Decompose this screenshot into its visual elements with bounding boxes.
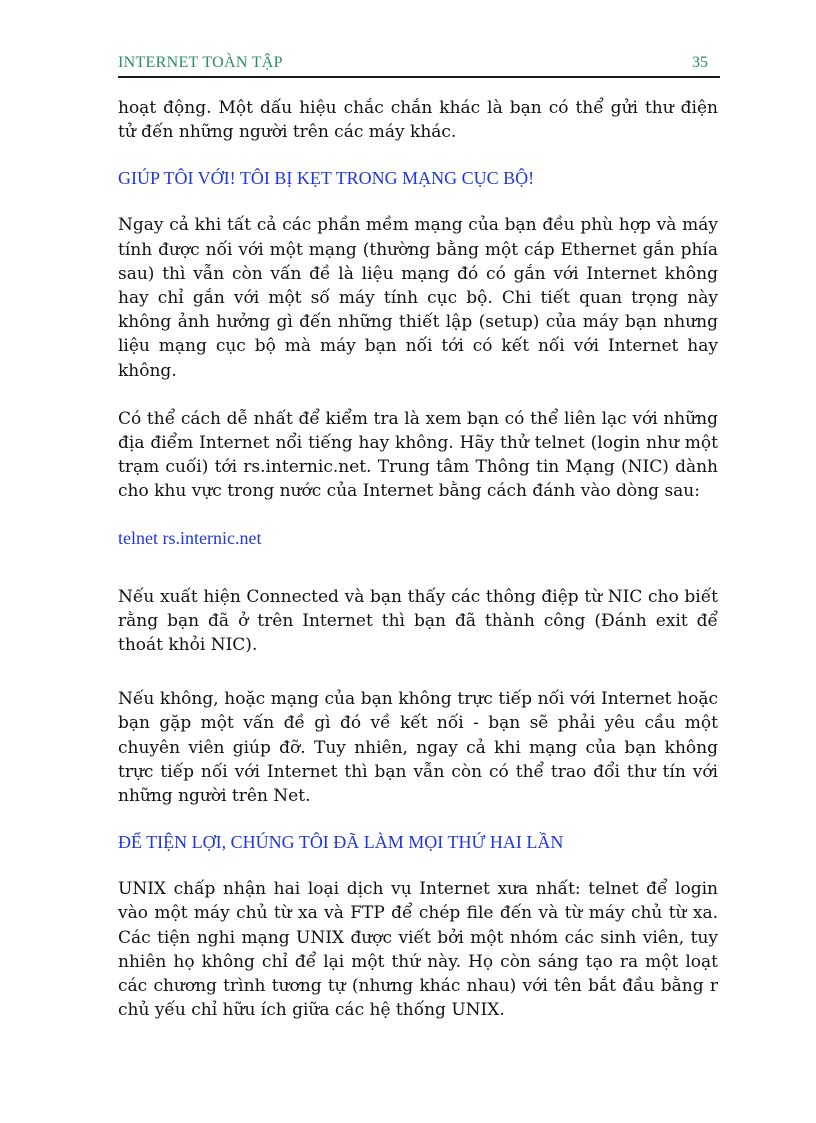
paragraph: Nếu xuất hiện Connected và bạn thấy các thông điệp từ NIC cho biết rằng bạn đã ở trên Internet thì bạn đã thành công (Đánh exit để thoát khỏi NIC). (118, 586, 718, 656)
paragraph: UNIX chấp nhận hai loại dịch vụ Internet xưa nhất: telnet để login vào một máy chủ từ xa và FTP để chép file đến và từ máy chủ từ xa. Các tiện nghi mạng UNIX được viết bởi một nhóm các sinh viên, tuy nhiên họ không chỉ để lại một thứ này. Họ còn sáng tạo ra một loạt các chương trình tương tự (nhưng khác nhau) với tên bắt đầu bằng r chủ yếu chỉ hữu ích giữa các hệ thống UNIX. (118, 879, 718, 1021)
page-body (118, 96, 718, 1022)
book-title: INTERNET TOÀN TẬP (118, 54, 283, 71)
paragraph: Nếu không, hoặc mạng của bạn không trực tiếp nối với Internet hoặc bạn gặp một vấn đề gì đó về kết nối - bạn sẽ phải yêu cầu một chuyên viên giúp đỡ. Tuy nhiên, ngay cả khi mạng của bạn không trực tiếp nối với Internet thì bạn vẫn còn có thể trao đổi thư tín với những người trên Net. (118, 689, 718, 807)
running-header (118, 54, 720, 78)
paragraph: Có thể cách dễ nhất để kiểm tra là xem bạn có thể liên lạc với những địa điểm Internet nổi tiếng hay không. Hãy thử telnet (login như một trạm cuối) tới rs.internic.net. Trung tâm Thông tin Mạng (NIC) dành cho khu vực trong nước của Internet bằng cách đánh vào dòng sau: (118, 408, 718, 502)
section-heading: GIÚP TÔI VỚI! TÔI BỊ KẸT TRONG MẠNG CỤC BỘ! (118, 168, 535, 189)
page-number: 35 (692, 54, 708, 71)
command-line: telnet rs.internic.net (118, 527, 262, 548)
section-heading: ĐỂ TIỆN LỢI, CHÚNG TÔI ĐÃ LÀM MỌI THỨ HAI LẦN (118, 832, 564, 853)
paragraph: Ngay cả khi tất cả các phần mềm mạng của bạn đều phù hợp và máy tính được nối với một mạng (thường bằng một cáp Ethernet gắn phía sau) thì vẫn còn vấn đề là liệu mạng đó có gắn với Internet không hay chỉ gắn với một số máy tính cục bộ. Chi tiết quan trọng này không ảnh hưởng gì đến những thiết lập (setup) của máy bạn nhưng liệu mạng cục bộ mà máy bạn nối tới có kết nối với Internet hay không. (118, 215, 718, 381)
paragraph: hoạt động. Một dấu hiệu chắc chắn khác là bạn có thể gửi thư điện tử đến những người trên các máy khác. (118, 98, 718, 143)
